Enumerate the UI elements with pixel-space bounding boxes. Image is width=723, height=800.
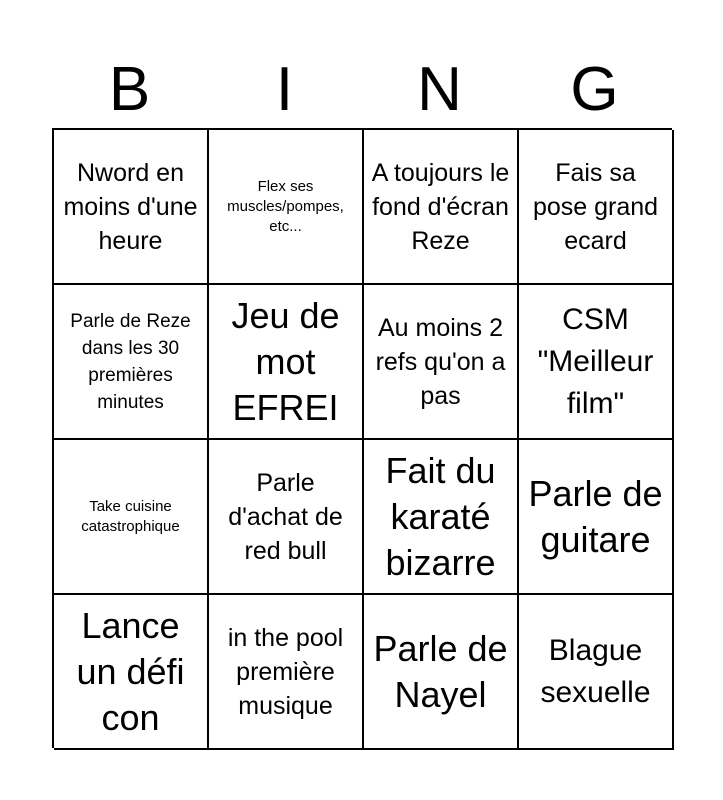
cell-text: Parle d'achat de red bull [228, 468, 343, 565]
header-letter-b: B [108, 55, 151, 124]
cell-text: Blague sexuelle [540, 633, 651, 709]
bingo-cell[interactable] [364, 595, 519, 750]
cell-text: Lance un défi con [76, 604, 185, 738]
bingo-board [52, 128, 672, 748]
bingo-cell[interactable] [54, 595, 209, 750]
header-letter-g: G [570, 55, 619, 124]
cell-text: Nword en moins d'une heure [63, 158, 198, 255]
bingo-header [52, 52, 672, 128]
cell-text: Fais sa pose grand ecard [532, 158, 659, 255]
bingo-cell[interactable] [519, 595, 674, 750]
cell-text: in the pool première musique [227, 623, 344, 720]
cell-text: CSM "Meilleur film" [537, 302, 654, 420]
cell-text: Jeu de mot EFREI [231, 294, 340, 428]
cell-text: Au moins 2 refs qu'on a pas [375, 313, 506, 410]
cell-text: Flex ses muscles/pompes, etc... [227, 177, 344, 235]
bingo-cell[interactable] [519, 285, 674, 440]
bingo-cell[interactable] [364, 285, 519, 440]
bingo-cell[interactable] [364, 130, 519, 285]
bingo-cell[interactable] [209, 130, 364, 285]
cell-text: Take cuisine catastrophique [81, 497, 180, 535]
cell-text: Fait du karaté bizarre [385, 449, 496, 583]
bingo-cell[interactable] [209, 440, 364, 595]
header-letter-n: N [417, 55, 462, 124]
bingo-cell[interactable] [209, 285, 364, 440]
cell-text: Parle de Reze dans les 30 premières minutes [70, 310, 191, 413]
bingo-cell[interactable] [364, 440, 519, 595]
bingo-cell[interactable] [519, 130, 674, 285]
bingo-cell[interactable] [54, 440, 209, 595]
bingo-cell[interactable] [209, 595, 364, 750]
bingo-cell[interactable] [54, 130, 209, 285]
cell-text: Parle de guitare [528, 472, 663, 560]
header-letter-i: I [275, 55, 294, 124]
cell-text: Parle de Nayel [373, 627, 508, 715]
bingo-cell[interactable] [519, 440, 674, 595]
cell-text: A toujours le fond d'écran Reze [371, 158, 510, 255]
bingo-cell[interactable] [54, 285, 209, 440]
